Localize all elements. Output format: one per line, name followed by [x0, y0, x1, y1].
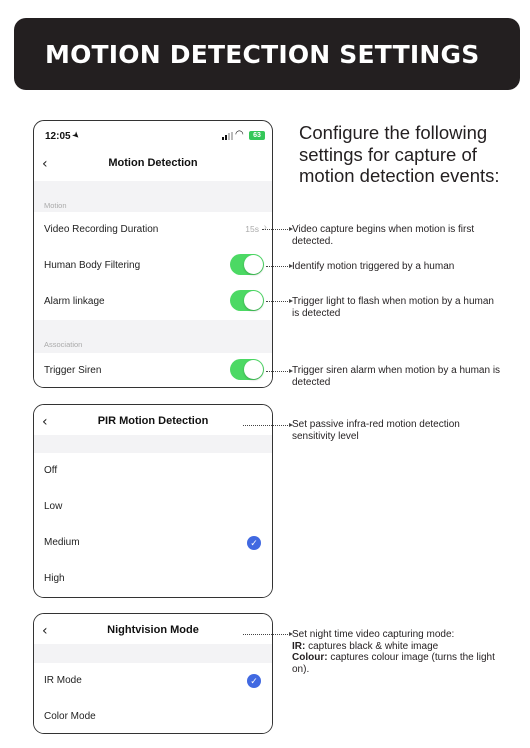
- option-label: Color Mode: [44, 711, 96, 722]
- note-video-duration: Video capture begins when motion is first detected.: [292, 224, 475, 247]
- battery-icon: 63: [249, 131, 265, 140]
- screen-title: PIR Motion Detection: [97, 415, 209, 427]
- human-body-filtering-toggle[interactable]: [230, 254, 264, 275]
- option-label: Low: [44, 501, 63, 512]
- checkmark-icon: ✓: [247, 536, 261, 550]
- section-header: [34, 181, 272, 215]
- note-pir: Set passive infra-red motion detection sensitivity level: [292, 419, 460, 442]
- alarm-linkage-toggle[interactable]: [230, 290, 264, 311]
- note-colour-label: Colour:: [292, 652, 328, 663]
- nav-bar: [34, 405, 272, 439]
- location-arrow-icon: ➤: [69, 128, 83, 142]
- leader-line: [266, 301, 290, 302]
- page-title: MOTION DETECTION SETTINGS: [45, 40, 480, 69]
- note-alarm-linkage: Trigger light to flash when motion by a human is detected: [292, 296, 494, 319]
- option-label: Medium: [44, 537, 80, 548]
- note-trigger-siren: Trigger siren alarm when motion by a human is detected: [292, 365, 501, 388]
- section-header: [34, 320, 272, 355]
- chevron-left-icon[interactable]: ‹: [42, 414, 48, 430]
- nav-bar: [34, 147, 272, 181]
- motion-detection-screen: [33, 120, 273, 388]
- title-banner: [14, 18, 520, 90]
- trigger-siren-toggle[interactable]: [230, 359, 264, 380]
- option-row[interactable]: [34, 561, 272, 597]
- status-time: 12:05: [45, 131, 71, 142]
- chevron-left-icon[interactable]: ‹: [42, 156, 48, 172]
- option-label: High: [44, 573, 65, 584]
- leader-line: [243, 425, 290, 426]
- chevron-left-icon[interactable]: ‹: [42, 623, 48, 639]
- screen-title: Motion Detection: [108, 157, 198, 169]
- note-human-filtering: Identify motion triggered by a human: [292, 261, 455, 272]
- leader-line: [262, 229, 290, 230]
- section-label-association: Association: [44, 340, 83, 349]
- chevron-right-icon: ›: [263, 222, 267, 233]
- leader-line: [266, 266, 290, 267]
- option-label: Off: [44, 465, 58, 476]
- human-body-filtering-row: [34, 248, 272, 284]
- screen-title: Nightvision Mode: [107, 624, 199, 636]
- leader-line: [266, 371, 290, 372]
- section-label-motion: Motion: [44, 201, 67, 210]
- pir-motion-detection-screen: [33, 404, 273, 598]
- row-label: Alarm linkage: [44, 296, 105, 307]
- note-ir-text: captures black & white image: [305, 640, 439, 652]
- nightvision-mode-screen: [33, 613, 273, 734]
- option-row[interactable]: [34, 663, 272, 699]
- note-night-intro: Set night time video capturing mode:: [292, 629, 455, 640]
- status-bar: [34, 121, 272, 147]
- wifi-icon: ◠: [235, 129, 244, 140]
- option-label: IR Mode: [44, 675, 82, 686]
- spacer: [34, 644, 272, 664]
- row-label: Video Recording Duration: [44, 224, 159, 235]
- signal-icon: [222, 132, 234, 140]
- note-nightvision: [292, 629, 502, 675]
- option-row[interactable]: [34, 453, 272, 489]
- spacer: [34, 435, 272, 455]
- leader-line: [243, 634, 290, 635]
- alarm-linkage-row: [34, 284, 272, 320]
- note-ir-label: IR:: [292, 640, 306, 652]
- option-row[interactable]: [34, 489, 272, 525]
- option-row[interactable]: [34, 525, 272, 561]
- option-row[interactable]: [34, 699, 272, 734]
- video-recording-duration-row[interactable]: [34, 212, 272, 248]
- checkmark-icon: ✓: [247, 674, 261, 688]
- row-label: Human Body Filtering: [44, 260, 141, 271]
- duration-value: 15s: [245, 224, 259, 234]
- trigger-siren-row: [34, 353, 272, 388]
- intro-text: Configure the following settings for capture of motion detection events:: [299, 122, 500, 186]
- nav-bar: [34, 614, 272, 648]
- note-colour-text: captures colour image (turns the light on).: [292, 652, 495, 675]
- row-label: Trigger Siren: [44, 365, 102, 376]
